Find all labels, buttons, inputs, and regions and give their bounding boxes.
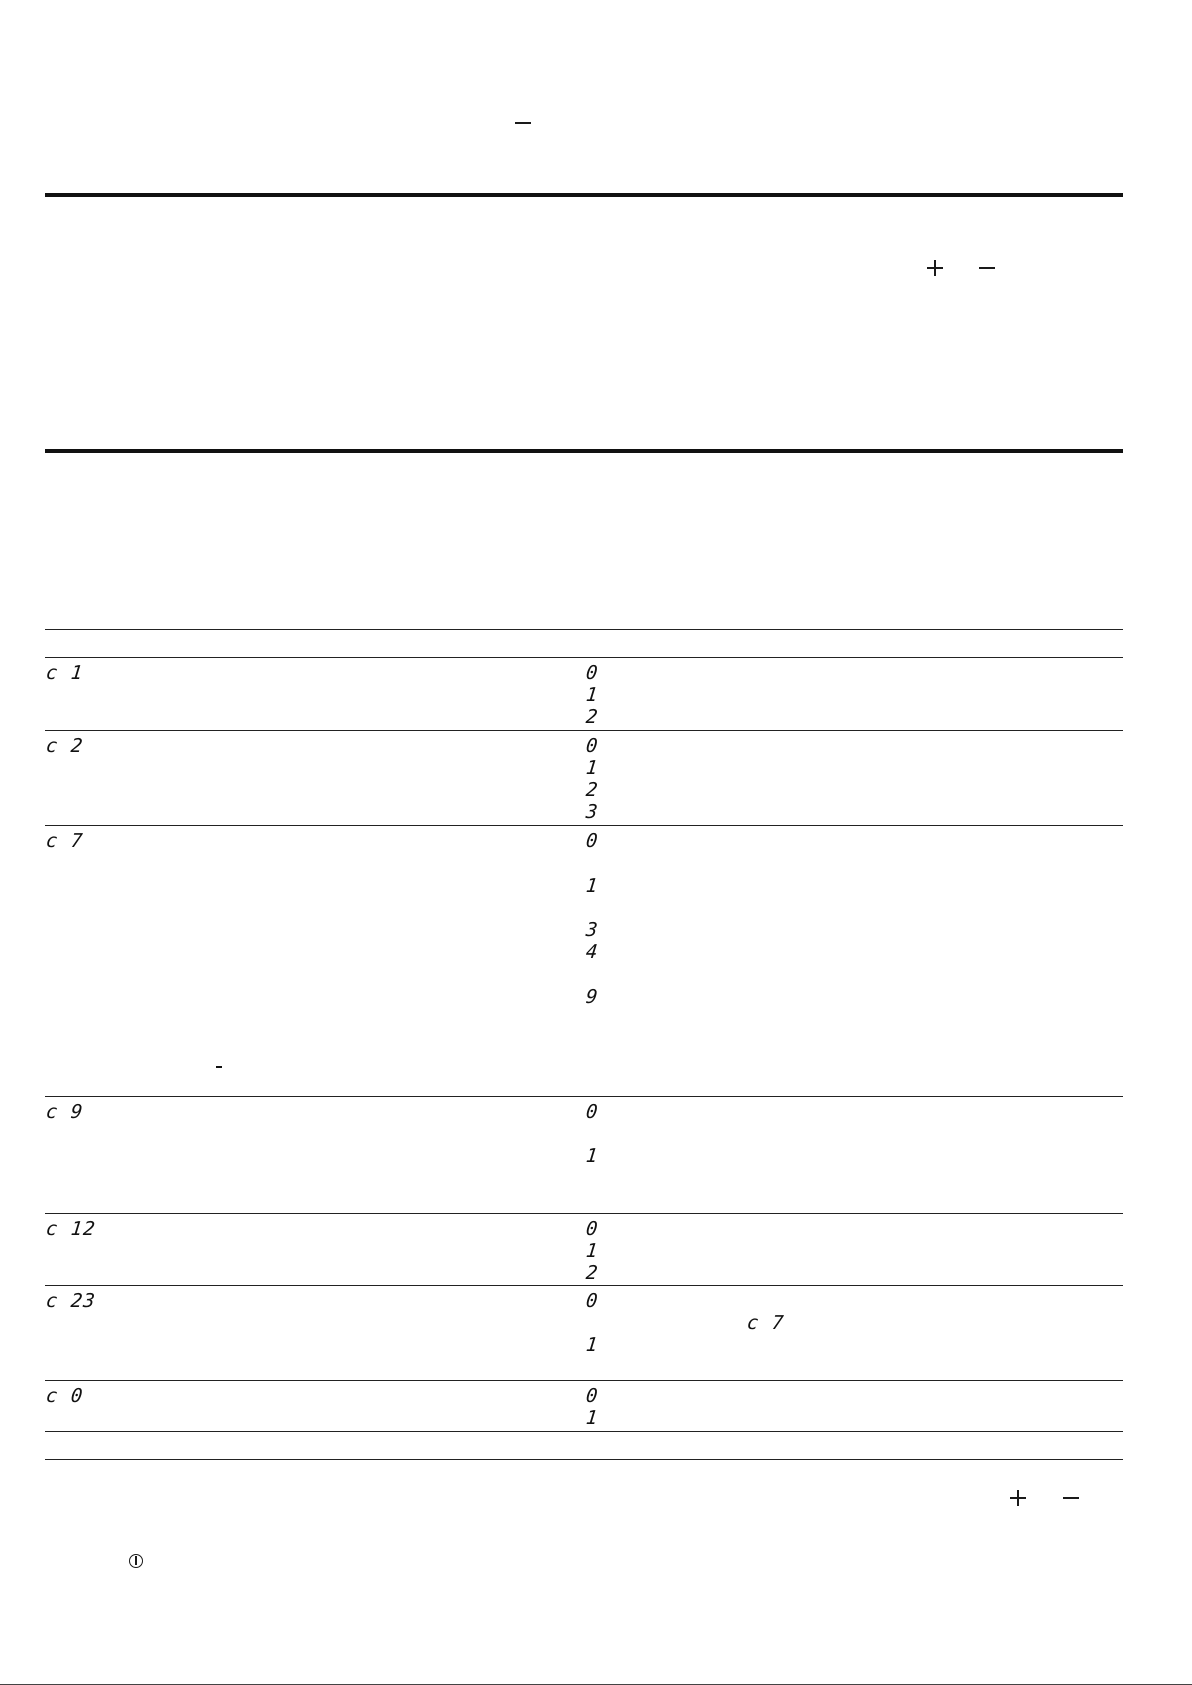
section-divider-middle: [45, 449, 1123, 453]
inline-code-reference: c 7: [745, 1312, 786, 1334]
setting-value: 1: [584, 1407, 600, 1429]
setting-code: c 7: [44, 830, 85, 852]
row-divider: [45, 1380, 1123, 1381]
minus-icon: [1063, 1497, 1079, 1499]
section-divider-top: [45, 193, 1123, 197]
table-top-rule: [45, 629, 1123, 630]
plus-icon: [927, 260, 943, 276]
setting-code: c 12: [44, 1218, 97, 1240]
setting-value: 1: [584, 1240, 600, 1262]
setting-value: 1: [584, 684, 600, 706]
plus-icon: [1010, 1490, 1026, 1506]
note-dash: [216, 1066, 222, 1068]
setting-value: 2: [584, 779, 600, 801]
setting-value: 1: [584, 757, 600, 779]
table-bottom-rule: [45, 1431, 1123, 1432]
setting-value: 2: [584, 1262, 600, 1284]
setting-value: 2: [584, 706, 600, 728]
setting-code: c 9: [44, 1101, 85, 1123]
setting-value: 0: [584, 1385, 600, 1407]
minus-icon: [515, 122, 531, 124]
row-divider: [45, 825, 1123, 826]
setting-value: 0: [584, 662, 600, 684]
setting-value: 1: [584, 1334, 600, 1356]
power-icon: [129, 1554, 143, 1568]
table-footer-rule: [45, 1459, 1123, 1460]
row-divider: [45, 1096, 1123, 1097]
setting-code: c 23: [44, 1290, 97, 1312]
minus-icon: [979, 267, 995, 269]
setting-value: 0: [584, 1101, 600, 1123]
row-divider: [45, 1213, 1123, 1214]
setting-value: 0: [584, 830, 600, 852]
setting-code: c 2: [44, 735, 85, 757]
setting-value: 1: [584, 1145, 600, 1167]
setting-value: 0: [584, 1290, 600, 1312]
setting-value: 0: [584, 1218, 600, 1240]
row-divider: [45, 1285, 1123, 1286]
setting-value: 4: [584, 941, 600, 963]
setting-value: 0: [584, 735, 600, 757]
setting-value: 9: [584, 986, 600, 1008]
setting-value: 3: [584, 919, 600, 941]
row-divider: [45, 730, 1123, 731]
setting-code: c 1: [44, 662, 85, 684]
setting-value: 3: [584, 801, 600, 823]
setting-value: 1: [584, 875, 600, 897]
table-header-rule: [45, 657, 1123, 658]
setting-code: c 0: [44, 1385, 85, 1407]
